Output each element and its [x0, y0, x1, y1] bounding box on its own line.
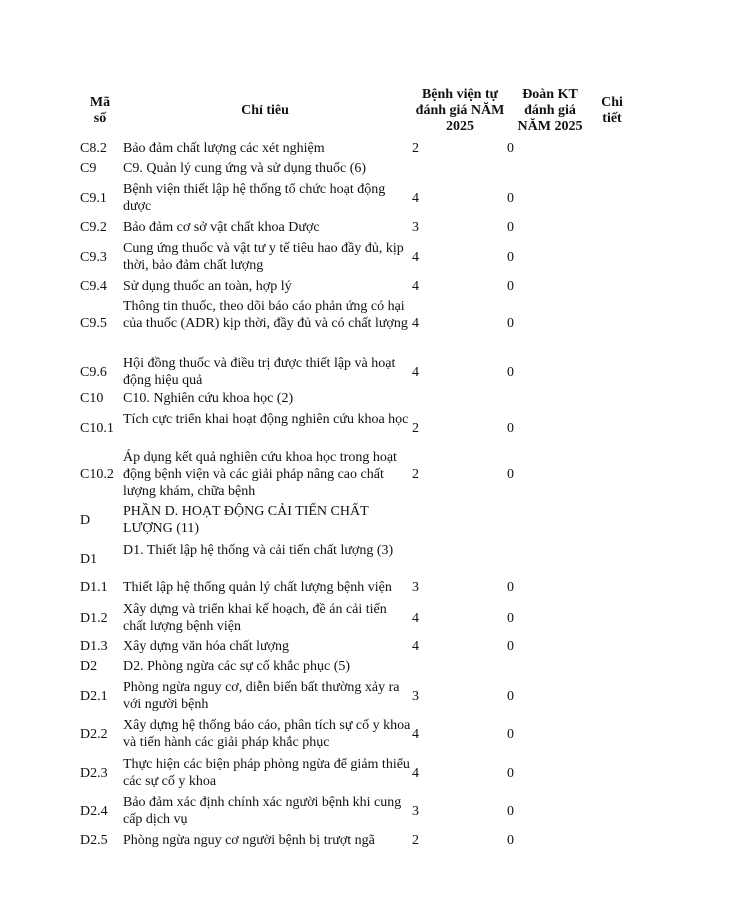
team-score-cell: 0: [507, 689, 514, 704]
team-score-cell: 0: [507, 421, 514, 436]
team-score-cell: 0: [507, 804, 514, 819]
code-cell: C9.3: [80, 250, 107, 265]
indicator-cell: C9. Quản lý cung ứng và sử dụng thuốc (6): [123, 161, 367, 176]
table-row: [0, 542, 735, 576]
code-cell: C8.2: [80, 141, 107, 156]
table-row: [0, 503, 735, 537]
code-cell: C9.5: [80, 316, 107, 331]
table-row: [0, 717, 735, 751]
team-score-cell: 0: [507, 141, 514, 156]
code-cell: D2.5: [80, 833, 108, 848]
header-self-assessment: Bệnh viện tự đánh giá NĂM 2025: [415, 87, 505, 134]
code-cell: C10.1: [80, 421, 114, 436]
self-score-cell: 4: [412, 611, 419, 626]
team-score-cell: 0: [507, 191, 514, 206]
indicator-cell: Phòng ngừa nguy cơ người bệnh bị trượt ngã: [123, 833, 375, 848]
self-score-cell: 3: [412, 804, 419, 819]
code-cell: D2: [80, 659, 98, 674]
table-row: [0, 794, 735, 828]
table-row: [0, 601, 735, 635]
code-cell: C9.2: [80, 220, 107, 235]
self-score-cell: 4: [412, 191, 419, 206]
team-score-cell: 0: [507, 316, 514, 331]
table-row: [0, 658, 735, 675]
code-cell: C10: [80, 391, 104, 406]
indicator-cell: Xây dựng hệ thống báo cáo, phân tích sự cố y khoa và tiến hành các giải pháp khắc phục: [123, 718, 411, 750]
indicator-cell: Bảo đảm chất lượng các xét nghiệm: [123, 141, 325, 156]
team-score-cell: 0: [507, 611, 514, 626]
self-score-cell: 3: [412, 220, 419, 235]
indicator-cell: Bảo đảm cơ sở vật chất khoa Dược: [123, 220, 320, 235]
indicator-cell: Xây dựng và triển khai kế hoạch, đề án cải tiến chất lượng bệnh viện: [123, 602, 387, 634]
table-row: [0, 298, 735, 349]
self-score-cell: 2: [412, 833, 419, 848]
indicator-cell: Bảo đảm xác định chính xác người bệnh khi cung cấp dịch vụ: [123, 795, 402, 827]
self-score-cell: 2: [412, 467, 419, 482]
table-row: [0, 278, 735, 295]
indicator-cell: Sử dụng thuốc an toàn, hợp lý: [123, 279, 292, 294]
indicator-cell: Xây dựng văn hóa chất lượng: [123, 639, 290, 654]
indicator-cell: Thông tin thuốc, theo dõi báo cáo phản ứng có hại của thuốc (ADR) kịp thời, đầy đủ và có chất lượng: [123, 299, 408, 331]
self-score-cell: 3: [412, 689, 419, 704]
code-cell: D1: [80, 552, 98, 567]
indicator-cell: Tích cực triển khai hoạt động nghiên cứu khoa học: [123, 412, 409, 427]
code-cell: D2.2: [80, 727, 108, 742]
code-cell: D2.3: [80, 766, 108, 781]
indicator-cell: Cung ứng thuốc và vật tư y tế tiêu hao đầy đủ, kịp thời, bảo đảm chất lượng: [123, 241, 404, 273]
indicator-cell: Bệnh viện thiết lập hệ thống tổ chức hoạt động dược: [123, 182, 386, 214]
team-score-cell: 0: [507, 766, 514, 781]
header-detail: Chi tiết: [601, 95, 623, 126]
table-row: [0, 160, 735, 177]
self-score-cell: 4: [412, 250, 419, 265]
indicator-cell: C10. Nghiên cứu khoa học (2): [123, 391, 294, 406]
table-row: [0, 449, 735, 500]
table-row: [0, 679, 735, 713]
table-row: [0, 355, 735, 389]
table-row: [0, 411, 735, 445]
code-cell: D2.4: [80, 804, 108, 819]
self-score-cell: 4: [412, 639, 419, 654]
indicator-cell: D1. Thiết lập hệ thống và cải tiến chất lượng (3): [123, 543, 394, 558]
self-score-cell: 2: [412, 421, 419, 436]
indicator-cell: Phòng ngừa nguy cơ, diễn biến bất thường xảy ra với người bệnh: [123, 680, 400, 712]
self-score-cell: 3: [412, 580, 419, 595]
code-cell: C9: [80, 161, 97, 176]
table-row: [0, 181, 735, 215]
indicator-cell: Thực hiện các biện pháp phòng ngừa để giảm thiểu các sự cố y khoa: [123, 757, 410, 789]
team-score-cell: 0: [507, 467, 514, 482]
code-cell: C9.1: [80, 191, 107, 206]
self-score-cell: 4: [412, 279, 419, 294]
self-score-cell: 4: [412, 316, 419, 331]
table-row: [0, 832, 735, 849]
indicator-cell: Áp dụng kết quả nghiên cứu khoa học trong hoạt động bệnh viện và các giải pháp nâng cao chất lượng khám, chữa bệnh: [123, 450, 397, 499]
code-cell: C9.6: [80, 365, 107, 380]
header-team-assessment: Đoàn KT đánh giá NĂM 2025: [517, 87, 583, 134]
table-row: [0, 140, 735, 157]
table-row: [0, 390, 735, 407]
code-cell: D1.1: [80, 580, 108, 595]
self-score-cell: 4: [412, 365, 419, 380]
team-score-cell: 0: [507, 727, 514, 742]
team-score-cell: 0: [507, 580, 514, 595]
indicator-cell: Hội đồng thuốc và điều trị được thiết lập và hoạt động hiệu quả: [123, 356, 396, 388]
team-score-cell: 0: [507, 279, 514, 294]
team-score-cell: 0: [507, 365, 514, 380]
table-row: [0, 240, 735, 274]
code-cell: D: [80, 513, 91, 528]
code-cell: C9.4: [80, 279, 107, 294]
header-code: Mã số: [89, 95, 111, 126]
table-row: [0, 756, 735, 790]
table-row: [0, 579, 735, 596]
code-cell: D1.2: [80, 611, 108, 626]
self-score-cell: 2: [412, 141, 419, 156]
code-cell: D1.3: [80, 639, 108, 654]
indicator-cell: PHẦN D. HOẠT ĐỘNG CẢI TIẾN CHẤT LƯỢNG (11): [123, 504, 369, 536]
code-cell: D2.1: [80, 689, 108, 704]
table-row: [0, 219, 735, 236]
table-row: [0, 638, 735, 655]
self-score-cell: 4: [412, 727, 419, 742]
self-score-cell: 4: [412, 766, 419, 781]
indicator-cell: D2. Phòng ngừa các sự cố khắc phục (5): [123, 659, 351, 674]
team-score-cell: 0: [507, 833, 514, 848]
team-score-cell: 0: [507, 220, 514, 235]
indicator-cell: Thiết lập hệ thống quản lý chất lượng bệnh viện: [123, 580, 392, 595]
team-score-cell: 0: [507, 639, 514, 654]
team-score-cell: 0: [507, 250, 514, 265]
header-indicator: Chỉ tiêu: [241, 103, 289, 118]
code-cell: C10.2: [80, 467, 114, 482]
